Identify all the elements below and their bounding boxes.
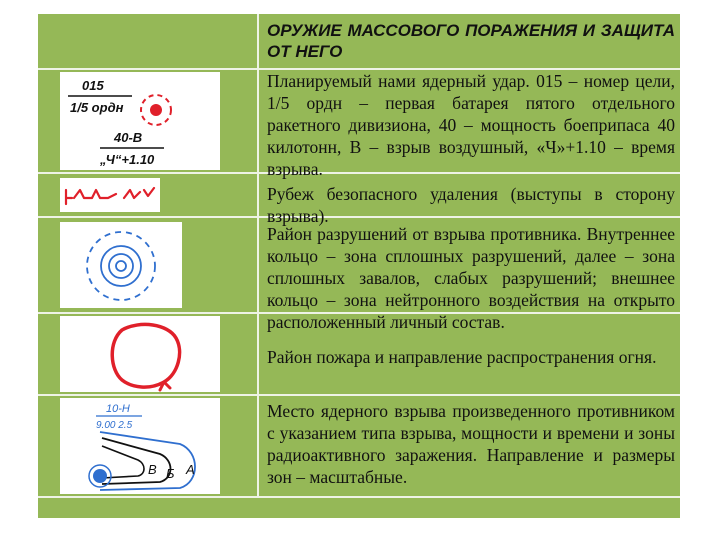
row-description: Рубеж безопасного удаления (выступы в сторону взрыва).	[267, 184, 675, 226]
burst-yield-label: 10-Н	[106, 403, 130, 415]
zone-v-outline	[102, 446, 144, 478]
page-title: ОРУЖИЕ МАССОВОГО ПОРАЖЕНИЯ И ЗАЩИТА ОТ НЕГО	[267, 21, 675, 61]
target-center-dot	[150, 104, 162, 116]
row-description: Район разрушений от взрыва противника. Внутреннее кольцо – зона сплошных разрушений, далее – зона сплошных завалов, слабых разрушений; внешнее кольцо – зона нейтронного воздействия на открыто расположенный личный состав.	[267, 224, 675, 332]
zone-v-label: В	[148, 462, 157, 477]
battery-label: 1/5 ордн	[70, 100, 124, 115]
row-description: Планируемый нами ядерный удар. 015 – номер цели, 1/5 ордн – первая батарея пятого отдельного ракетного дивизиона, 40 – мощность боеприпаса 40 килотонн, В – взрыв воздушный, «Ч»+1.10 – время взрыва.	[267, 71, 675, 179]
row-description: Район пожара и направление распространения огня.	[267, 347, 657, 367]
row-divider	[38, 394, 680, 396]
column-divider	[257, 14, 259, 496]
destruction-rings-symbol	[60, 222, 182, 308]
fire-area-symbol	[60, 316, 220, 392]
planned-strike-symbol	[60, 72, 220, 170]
burst-epicenter-dot	[93, 469, 107, 483]
zone-b-label: Б	[166, 466, 175, 481]
row-divider	[38, 496, 680, 498]
zone-a-label: А	[186, 462, 195, 477]
yield-burst-label: 40-В	[114, 130, 143, 145]
slide-panel	[38, 14, 680, 518]
target-number-label: 015	[82, 78, 104, 93]
enemy-burst-symbol	[60, 398, 220, 494]
safe-distance-symbol	[60, 178, 160, 212]
row-description: Место ядерного взрыва произведенного противником с указанием типа взрыва, мощности и времени и зоны радиоактивного заражения. Направление и размеры зон – масштабные.	[267, 401, 675, 487]
burst-time-label: 9.00 2.5	[96, 420, 133, 431]
burst-time-label: „Ч“+1.10	[100, 152, 155, 167]
